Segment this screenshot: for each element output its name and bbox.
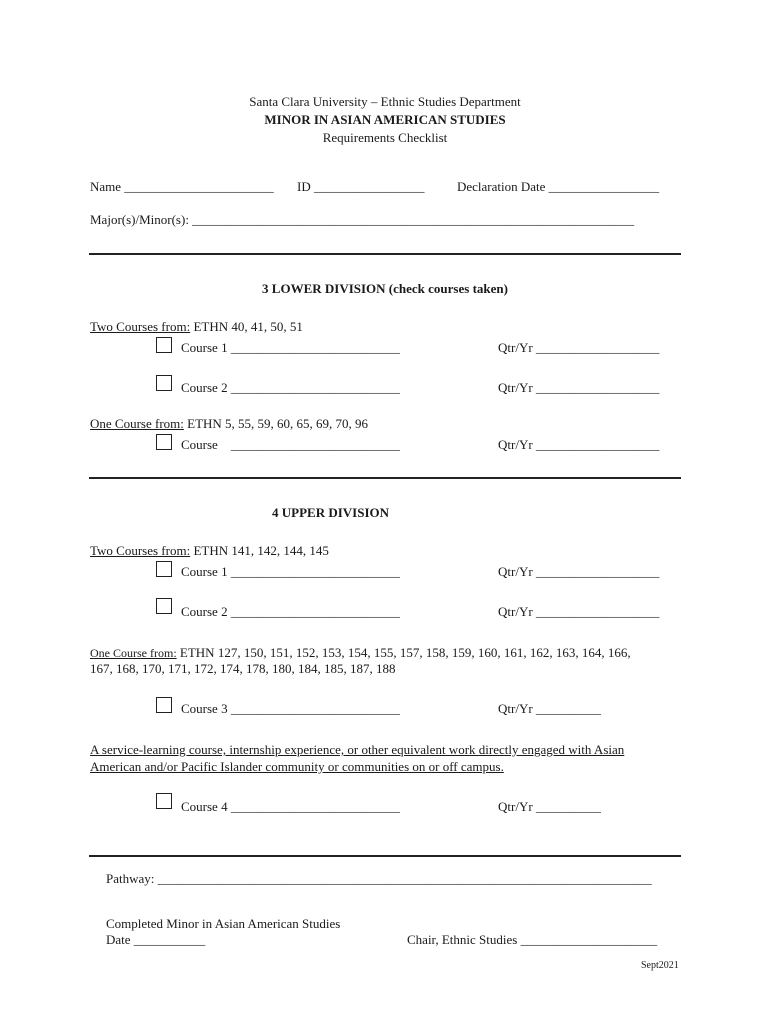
declaration-date-field[interactable]: Declaration Date _________________ bbox=[457, 179, 660, 194]
version-label: Sept2021 bbox=[641, 960, 679, 971]
completion-date-field[interactable]: Date ___________ bbox=[106, 932, 206, 947]
upper-course1-checkbox[interactable] bbox=[156, 561, 172, 577]
lower-group2-label: One Course from: bbox=[90, 416, 184, 431]
form-title: MINOR IN ASIAN AMERICAN STUDIES bbox=[264, 112, 506, 127]
upper-division-heading: 4 UPPER DIVISION bbox=[272, 505, 390, 520]
upper-course1-field[interactable]: Course 1 __________________________ bbox=[181, 564, 400, 579]
lower-course1-qtr-yr[interactable]: Qtr/Yr ___________________ bbox=[498, 340, 660, 355]
upper-group1 bbox=[90, 543, 329, 559]
section-divider bbox=[89, 855, 681, 857]
chair-signature-field[interactable]: Chair, Ethnic Studies _____________________ bbox=[407, 932, 658, 947]
upper-group1-label: Two Courses from: bbox=[90, 543, 191, 558]
lower-group1-label: Two Courses from: bbox=[90, 319, 191, 334]
completed-minor-label: Completed Minor in Asian American Studies bbox=[106, 916, 341, 931]
section-divider bbox=[89, 253, 681, 255]
form-subtitle: Requirements Checklist bbox=[322, 130, 448, 145]
lower-course3-field[interactable]: Course __________________________ bbox=[181, 437, 400, 452]
lower-course2-field[interactable]: Course 2 __________________________ bbox=[181, 380, 400, 395]
upper-group2-courses-line1: ETHN 127, 150, 151, 152, 153, 154, 155, 157, 158, 159, 160, 161, 162, 163, 164, 166, bbox=[179, 645, 631, 660]
upper-course3-field[interactable]: Course 3 __________________________ bbox=[181, 701, 400, 716]
lower-group1 bbox=[90, 319, 303, 335]
lower-course1-field[interactable]: Course 1 __________________________ bbox=[181, 340, 400, 355]
lower-division-heading: 3 LOWER DIVISION (check courses taken) bbox=[262, 281, 508, 296]
majors-minors-field[interactable]: Major(s)/Minor(s): ____________________________________________________________________ bbox=[90, 212, 635, 227]
lower-group1-courses: ETHN 40, 41, 50, 51 bbox=[193, 319, 303, 334]
service-learning-line1: A service-learning course, internship experience, or other equivalent work directly engaged with Asian bbox=[90, 742, 625, 757]
service-learning-line2: American and/or Pacific Islander community or communities on or off campus. bbox=[90, 759, 504, 774]
name-field[interactable]: Name _______________________ bbox=[90, 179, 274, 194]
lower-group2 bbox=[90, 416, 368, 432]
pathway-field[interactable]: Pathway: ____________________________________________________________________________ bbox=[106, 871, 652, 886]
upper-course4-field[interactable]: Course 4 __________________________ bbox=[181, 799, 400, 814]
upper-course2-checkbox[interactable] bbox=[156, 598, 172, 614]
section-divider bbox=[89, 477, 681, 479]
upper-course1-qtr-yr[interactable]: Qtr/Yr ___________________ bbox=[498, 564, 660, 579]
upper-group2-courses-line2: 167, 168, 170, 171, 172, 174, 178, 180, 184, 185, 187, 188 bbox=[90, 661, 396, 676]
university-header: Santa Clara University – Ethnic Studies Department bbox=[249, 94, 521, 109]
upper-course2-field[interactable]: Course 2 __________________________ bbox=[181, 604, 400, 619]
lower-course1-checkbox[interactable] bbox=[156, 337, 172, 353]
lower-course2-qtr-yr[interactable]: Qtr/Yr ___________________ bbox=[498, 380, 660, 395]
upper-course3-qtr-yr[interactable]: Qtr/Yr __________ bbox=[498, 701, 601, 716]
upper-group1-courses: ETHN 141, 142, 144, 145 bbox=[193, 543, 329, 558]
upper-course4-qtr-yr[interactable]: Qtr/Yr __________ bbox=[498, 799, 601, 814]
upper-course4-checkbox[interactable] bbox=[156, 793, 172, 809]
upper-course2-qtr-yr[interactable]: Qtr/Yr ___________________ bbox=[498, 604, 660, 619]
upper-course3-checkbox[interactable] bbox=[156, 697, 172, 713]
upper-group2 bbox=[90, 645, 631, 661]
lower-group2-courses: ETHN 5, 55, 59, 60, 65, 69, 70, 96 bbox=[187, 416, 369, 431]
upper-group2-label: One Course from: bbox=[90, 646, 177, 660]
lower-course3-qtr-yr[interactable]: Qtr/Yr ___________________ bbox=[498, 437, 660, 452]
lower-course2-checkbox[interactable] bbox=[156, 375, 172, 391]
id-field[interactable]: ID _________________ bbox=[297, 179, 425, 194]
lower-course3-checkbox[interactable] bbox=[156, 434, 172, 450]
